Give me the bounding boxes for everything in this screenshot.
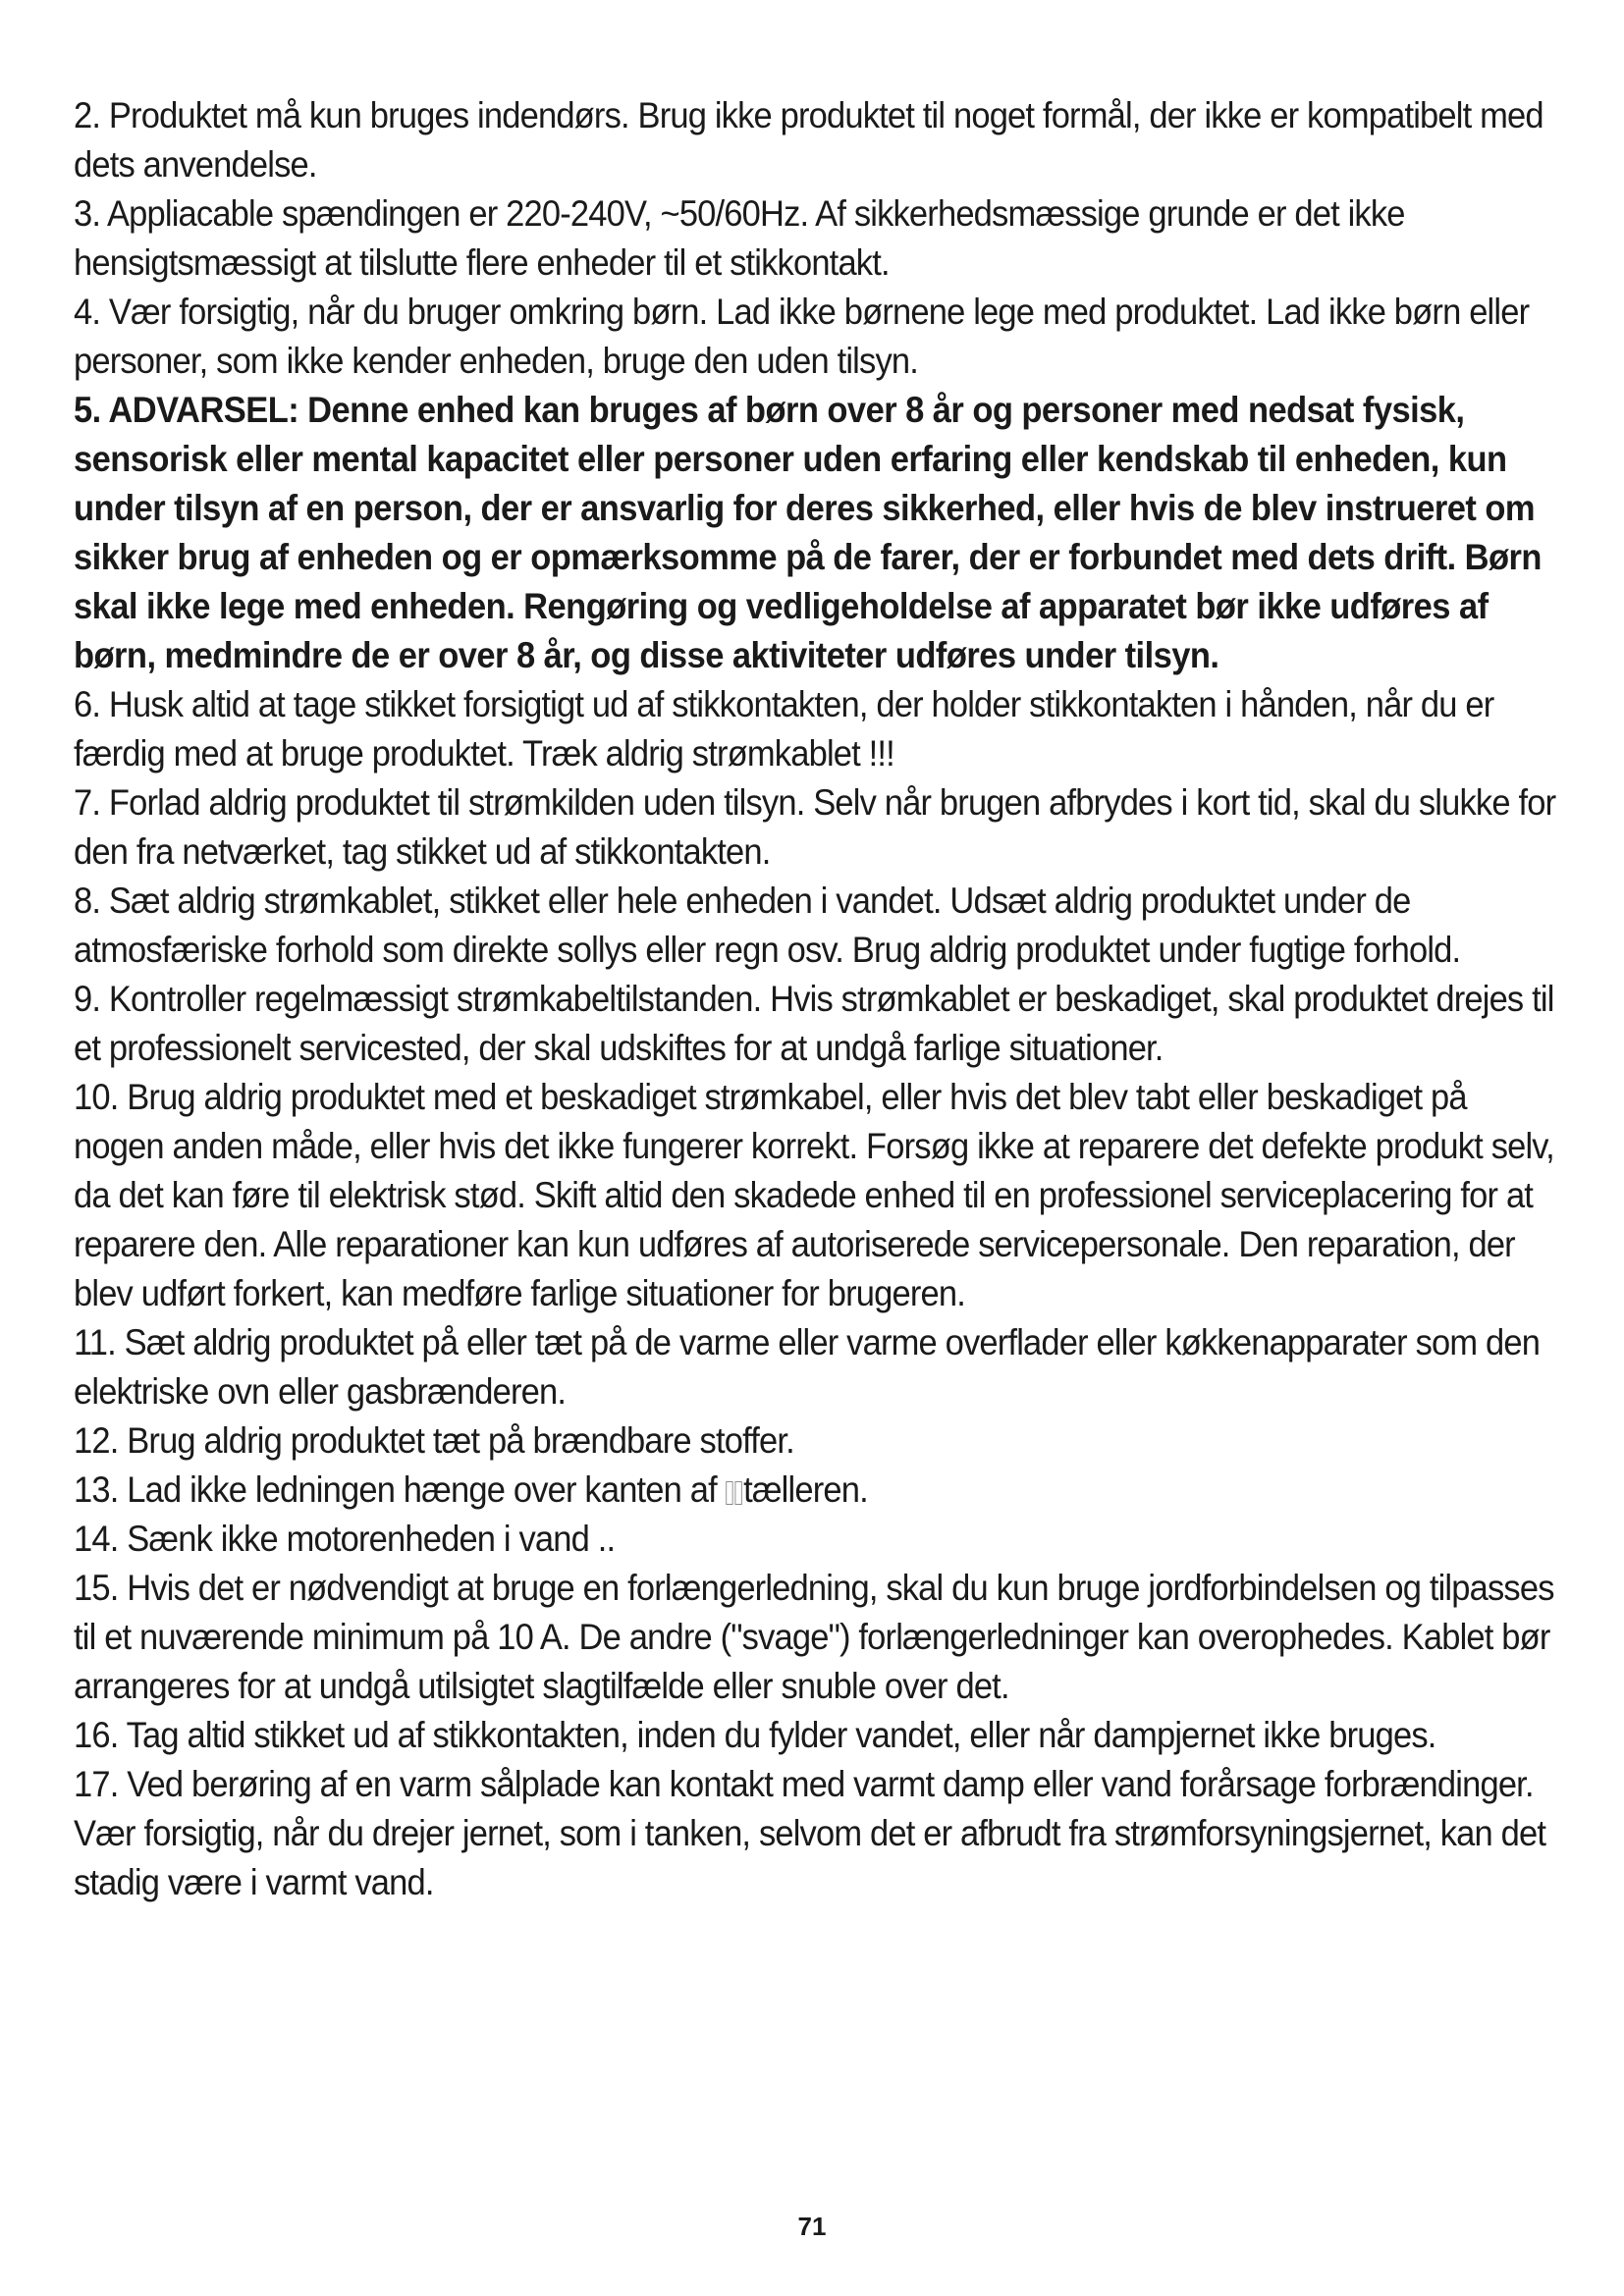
page-number: 71 <box>797 2212 827 2241</box>
instruction-item-6: 6. Husk altid at tage stikket forsigtigt ud af stikkontakten, der holder stikkontakten i hånden, når du er færdig med at bruge produktet. Træk aldrig strømkablet !!! <box>74 683 1494 774</box>
instruction-item-7: 7. Forlad aldrig produktet til strømkilden uden tilsyn. Selv når brugen afbrydes i kort tid, skal du slukke for den fra netværket, tag stikket ud af stikkontakten. <box>74 781 1556 872</box>
instruction-item-14: 14. Sænk ikke motorenheden i vand .. <box>74 1518 616 1559</box>
instruction-item-2: 2. Produktet må kun bruges indendørs. Brug ikke produktet til noget formål, der ikke er kompatibelt med dets anvendelse. <box>74 94 1543 185</box>
missing-glyph-icon <box>727 1481 733 1505</box>
instruction-item-13 <box>74 1465 1564 1514</box>
warning-item-5: 5. ADVARSEL: Denne enhed kan bruges af børn over 8 år og personer med nedsat fysisk, sensorisk eller mental kapacitet eller personer uden erfaring eller kendskab til enheden, kun under tilsyn af en person, der er ansvarlig for deres sikkerhed, eller hvis de blev instrueret om sikker brug af enheden og er opmærksomme på de farer, der er forbundet med dets drift. Børn skal ikke lege med enheden. Rengøring og vedligeholdelse af apparatet bør ikke udføres af børn, medmindre de er over 8 år, og disse aktiviteter udføres under tilsyn. <box>74 389 1542 675</box>
instruction-item-12: 12. Brug aldrig produktet tæt på brændbare stoffer. <box>74 1419 794 1461</box>
instruction-item-13-end: tælleren. <box>743 1468 868 1510</box>
instruction-item-11: 11. Sæt aldrig produktet på eller tæt på de varme eller varme overflader eller køkkenapparater som den elektriske ovn eller gasbrænderen. <box>74 1321 1541 1412</box>
instruction-item-13-start: 13. Lad ikke ledningen hænge over kanten af <box>74 1468 726 1510</box>
instruction-item-9: 9. Kontroller regelmæssigt strømkabeltilstanden. Hvis strømkablet er beskadiget, skal produktet drejes til et professionelt servicested, der skal udskiftes for at undgå farlige situationer. <box>74 978 1554 1068</box>
instruction-item-15: 15. Hvis det er nødvendigt at bruge en forlængerledning, skal du kun bruge jordforbindelsen og tilpasses til et nuværende minimum på 10 A. De andre ("svage") forlængerledninger kan overophedes. Kablet bør arrangeres for at undgå utilsigtet slagtilfælde eller snuble over det. <box>74 1567 1554 1706</box>
instruction-item-16: 16. Tag altid stikket ud af stikkontakten, inden du fylder vandet, eller når dampjernet ikke bruges. <box>74 1714 1436 1755</box>
instruction-item-8: 8. Sæt aldrig strømkablet, stikket eller hele enheden i vandet. Udsæt aldrig produktet under de atmosfæriske forhold som direkte sollys eller regn osv. Brug aldrig produktet under fugtige forhold. <box>74 880 1461 970</box>
instruction-item-4: 4. Vær forsigtig, når du bruger omkring børn. Lad ikke børnene lege med produktet. Lad ikke børn eller personer, som ikke kender enheden, bruge den uden tilsyn. <box>74 291 1530 381</box>
instruction-item-17: 17. Ved berøring af en varm sålplade kan kontakt med varmt damp eller vand forårsage forbrændinger. Vær forsigtig, når du drejer jernet, som i tanken, selvom det er afbrudt fra strømforsyningsjernet, kan det stadig være i varmt vand. <box>74 1763 1546 1902</box>
missing-glyph-icon <box>735 1481 742 1505</box>
instruction-item-10: 10. Brug aldrig produktet med et beskadiget strømkabel, eller hvis det blev tabt eller beskadiget på nogen anden måde, eller hvis det ikke fungerer korrekt. Forsøg ikke at reparere det defekte produkt selv, da det kan føre til elektrisk stød. Skift altid den skadede enhed til en professionel serviceplacering for at reparere den. Alle reparationer kan kun udføres af autoriserede servicepersonale. Den reparation, der blev udført forkert, kan medføre farlige situationer for brugeren. <box>74 1076 1554 1313</box>
document-body <box>74 90 1564 1906</box>
instruction-item-3: 3. Appliacable spændingen er 220-240V, ~50/60Hz. Af sikkerhedsmæssige grunde er det ikke hensigtsmæssigt at tilslutte flere enheder til et stikkontakt. <box>74 192 1405 283</box>
